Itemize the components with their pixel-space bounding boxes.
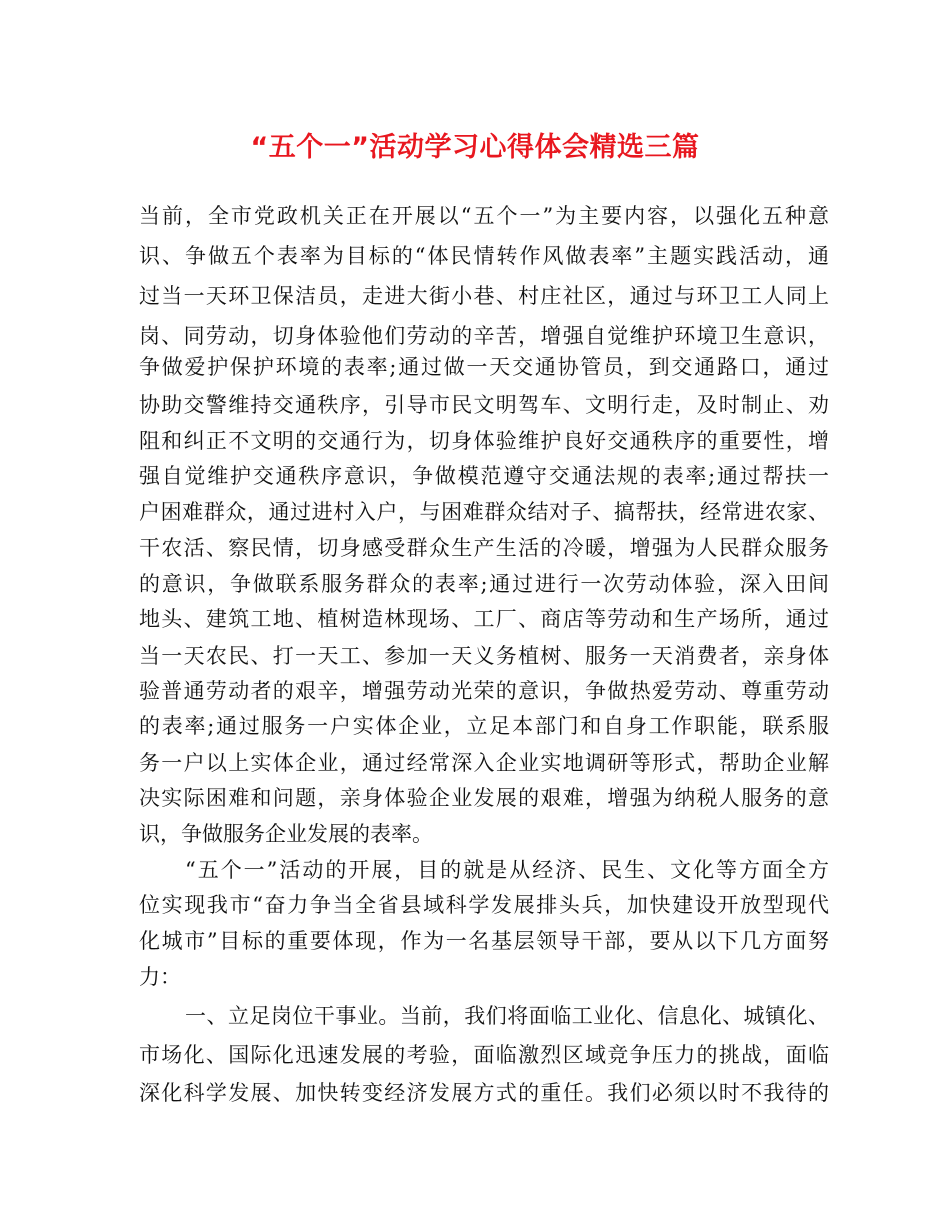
paragraph-line: 市场化、国际化迅速发展的考验，面临激烈区域竞争压力的挑战，面临 [139,1043,829,1067]
paragraph-line: 强自觉维护交通秩序意识，争做模范遵守交通法规的表率;通过帮扶一 [139,464,829,488]
paragraph-line: 岗、同劳动，切身体验他们劳动的辛苦，增强自觉维护环境卫生意识， [139,324,829,348]
paragraph-line: 当前，全市党政机关正在开展以“五个一”为主要内容，以强化五种意 [139,204,829,228]
paragraph-line: 争做爱护保护环境的表率;通过做一天交通协管员，到交通路口，通过 [139,355,829,379]
paragraph-line: 阻和纠正不文明的交通行为，切身体验维护良好交通秩序的重要性，增 [139,429,829,453]
paragraph-line: 力： [139,965,181,989]
paragraph-line: 干农活、察民情，切身感受群众生产生活的冷暖，增强为人民群众服务 [139,536,829,560]
paragraph-line: 深化科学发展、加快转变经济发展方式的重任。我们必须以时不我待的 [139,1081,829,1105]
paragraph-line: 户困难群众，通过进村入户，与困难群众结对子、搞帮扶，经常进农家、 [139,500,829,524]
paragraph-line: 验普通劳动者的艰辛，增强劳动光荣的意识，争做热爱劳动、尊重劳动 [139,679,829,703]
paragraph-line: 的意识，争做联系服务群众的表率;通过进行一次劳动体验，深入田间 [139,572,829,596]
paragraph-line: 协助交警维持交通秩序，引导市民文明驾车、文明行走，及时制止、劝 [139,393,829,417]
paragraph-line: 识、争做五个表率为目标的“体民情转作风做表率”主题实践活动，通 [139,244,829,268]
document-title: “五个一”活动学习心得体会精选三篇 [250,132,700,163]
paragraph-line: 化城市”目标的重要体现，作为一名基层领导干部，要从以下几方面努 [139,929,829,953]
paragraph-line: 识，争做服务企业发展的表率。 [139,822,433,846]
paragraph-line: 地头、建筑工地、植树造林现场、工厂、商店等劳动和生产场所，通过 [139,607,829,631]
paragraph-line: 决实际困难和问题，亲身体验企业发展的艰难，增强为纳税人服务的意 [139,786,829,810]
paragraph-line: 的表率;通过服务一户实体企业，立足本部门和自身工作职能，联系服 [139,714,829,738]
paragraph-line: 过当一天环卫保洁员，走进大街小巷、村庄社区，通过与环卫工人同上 [139,284,829,308]
paragraph-first-line: “五个一”活动的开展，目的就是从经济、民生、文化等方面全方 [185,858,829,882]
paragraph-line: 当一天农民、打一天工、参加一天义务植树、服务一天消费者，亲身体 [139,644,829,668]
paragraph-line: 务一户以上实体企业，通过经常深入企业实地调研等形式，帮助企业解 [139,751,829,775]
paragraph-first-line: 一、立足岗位干事业。当前，我们将面临工业化、信息化、城镇化、 [185,1004,829,1028]
paragraph-line: 位实现我市“奋力争当全省县域科学发展排头兵，加快建设开放型现代 [139,893,829,917]
